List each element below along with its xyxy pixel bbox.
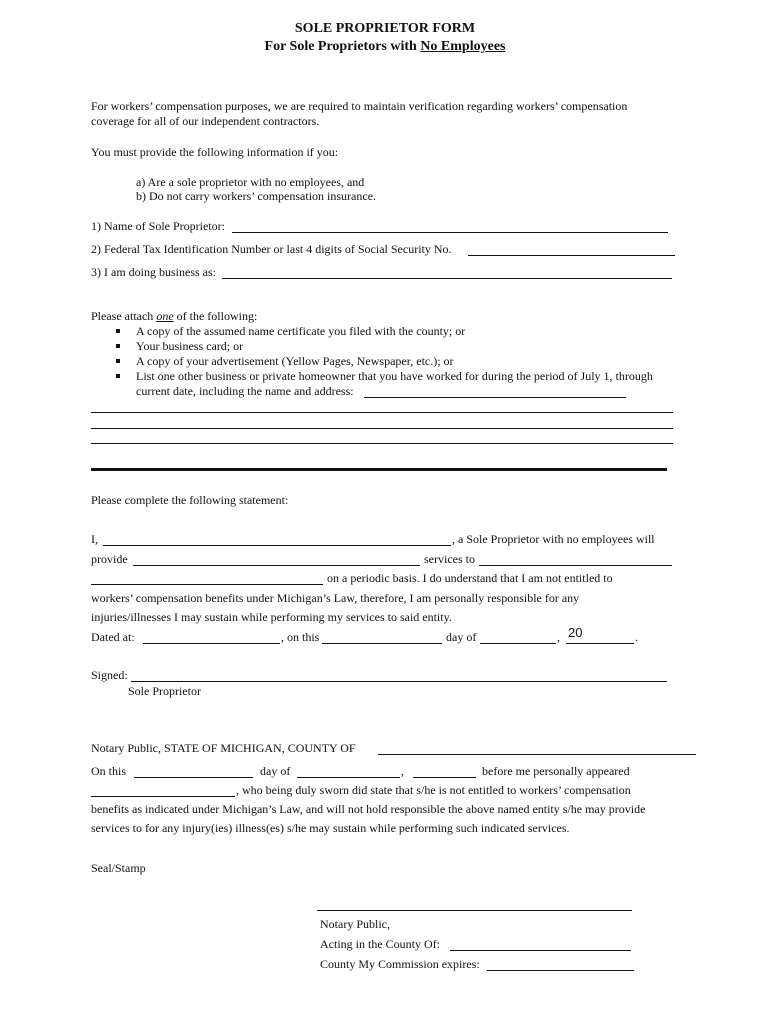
bullet-icon	[116, 374, 120, 378]
condition-a: a) Are a sole proprietor with no employees, and	[136, 175, 365, 189]
month-field[interactable]	[480, 630, 556, 644]
condition-b: b) Do not carry workers’ compensation insurance.	[136, 189, 377, 203]
notary-signature-line[interactable]	[317, 910, 632, 911]
acting-county-label: Acting in the County Of:	[320, 937, 440, 951]
commission-expires-field[interactable]	[487, 957, 634, 971]
attach-item-1: A copy of the assumed name certificate you filed with the county; or	[136, 324, 466, 338]
attach-item-4-continued: current date, including the name and address:	[136, 384, 354, 398]
comma: ,	[557, 630, 560, 644]
attach-emphasis: one	[156, 309, 174, 323]
notary-month-field[interactable]	[297, 764, 400, 778]
form-title: SOLE PROPRIETOR FORM	[294, 21, 476, 36]
other-business-field[interactable]	[364, 384, 626, 398]
subtitle-underlined: No Employees	[420, 39, 506, 54]
notary-day-field[interactable]	[134, 764, 253, 778]
notary-on-this: On this	[91, 764, 127, 778]
tax-id-field[interactable]	[468, 242, 675, 256]
period: .	[635, 630, 638, 644]
notary-sig-title: Notary Public,	[320, 917, 390, 931]
dba-field[interactable]	[222, 265, 672, 279]
year-value: 20	[568, 625, 583, 640]
benefits-text: benefits as indicated under Michigan’s Law, and will not hold responsible the above named entity s/he may provide	[91, 802, 646, 816]
acting-county-field[interactable]	[450, 937, 631, 951]
form-subtitle	[0, 38, 770, 55]
attach-item-3: A copy of your advertisement (Yellow Pages, Newspaper, etc.); or	[136, 354, 454, 368]
name-field[interactable]	[232, 219, 668, 233]
entity-field-continued[interactable]	[91, 571, 323, 585]
day-field[interactable]	[322, 630, 442, 644]
dba-label: 3) I am doing business as:	[91, 265, 216, 279]
must-provide-text: You must provide the following information if you:	[91, 145, 339, 159]
bullet-icon	[116, 344, 120, 348]
sole-prop-text: , a Sole Proprietor with no employees will	[452, 532, 655, 546]
periodic-text: on a periodic basis. I do understand that I am not entitled to	[327, 571, 613, 585]
signed-label: Signed:	[91, 668, 128, 682]
other-business-line-1[interactable]	[91, 399, 673, 413]
services-field[interactable]	[133, 552, 420, 566]
services-to-label: services to	[424, 552, 475, 566]
appeared-name-field[interactable]	[91, 783, 235, 797]
signature-field[interactable]	[131, 668, 667, 682]
bullet-icon	[116, 359, 120, 363]
seal-stamp-label: Seal/Stamp	[91, 861, 146, 875]
sworn-text: , who being duly sworn did state that s/he is not entitled to workers’ compensation	[236, 783, 631, 797]
other-business-line-3[interactable]	[91, 430, 673, 444]
intro-line-1: For workers’ compensation purposes, we are required to maintain verification regarding workers’ compensation	[91, 99, 628, 113]
attach-prefix: Please attach	[91, 309, 157, 323]
notary-county-field[interactable]	[378, 741, 696, 755]
attach-heading	[91, 309, 257, 324]
notary-state-county: Notary Public, STATE OF MICHIGAN, COUNTY OF	[91, 741, 356, 755]
subtitle-prefix: For Sole Proprietors with	[264, 39, 421, 54]
on-this-label: , on this	[281, 630, 320, 644]
tax-id-label: 2) Federal Tax Identification Number or last 4 digits of Social Security No.	[91, 242, 452, 256]
services-text: services to for any injury(ies) illness(es) s/he may sustain while performing such indicated services.	[91, 821, 570, 835]
other-business-line-2[interactable]	[91, 415, 673, 429]
provide-label: provide	[91, 552, 128, 566]
statement-intro: Please complete the following statement:	[91, 493, 289, 507]
intro-line-2: coverage for all of our independent contractors.	[91, 114, 320, 128]
commission-label: County My Commission expires:	[320, 957, 480, 971]
statement-line-5: injuries/illnesses I may sustain while performing my services to said entity.	[91, 610, 452, 624]
proprietor-name-field[interactable]	[103, 532, 451, 546]
section-divider	[91, 468, 667, 471]
entity-field[interactable]	[479, 552, 672, 566]
before-me-text: before me personally appeared	[482, 764, 630, 778]
i-label: I,	[91, 532, 98, 546]
day-of-label: day of	[446, 630, 477, 644]
statement-line-4: workers’ compensation benefits under Michigan’s Law, therefore, I am personally responsible for any	[91, 591, 580, 605]
attach-suffix: of the following:	[173, 309, 258, 323]
notary-comma: ,	[401, 764, 404, 778]
notary-year-field[interactable]	[413, 764, 476, 778]
dated-at-field[interactable]	[143, 630, 280, 644]
signer-role: Sole Proprietor	[128, 684, 201, 698]
attach-item-2: Your business card; or	[136, 339, 244, 353]
dated-label: Dated at:	[91, 630, 135, 644]
bullet-icon	[116, 329, 120, 333]
name-label: 1) Name of Sole Proprietor:	[91, 219, 225, 233]
attach-item-4: List one other business or private homeowner that you have worked for during the period of July 1, through	[136, 369, 653, 383]
notary-day-of: day of	[260, 764, 291, 778]
